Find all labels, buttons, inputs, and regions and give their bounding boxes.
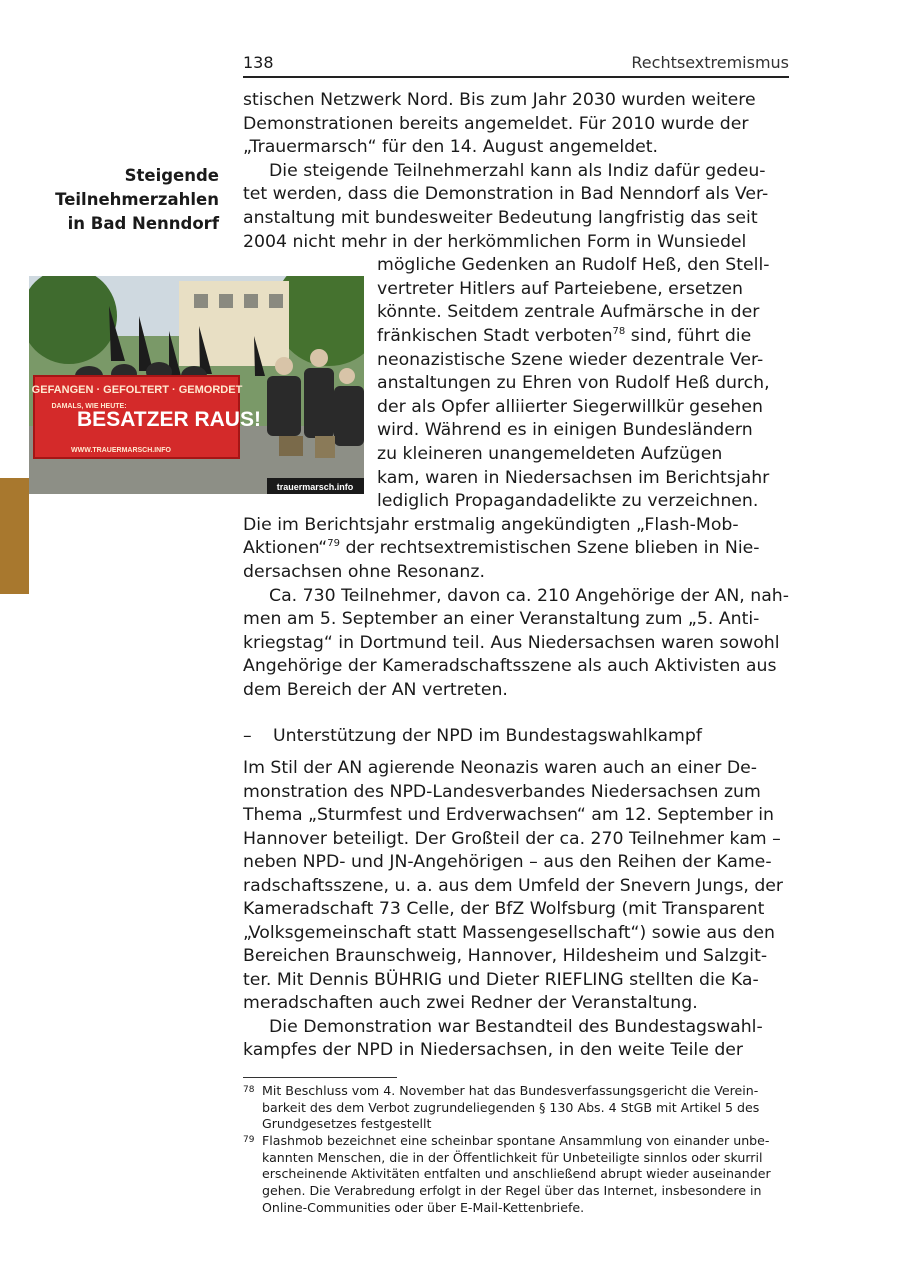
footnote-line: Mit Beschluss vom 4. November hat das Bundesverfassungsgericht die Verein- <box>262 1083 759 1098</box>
text-line: meradschaften auch zwei Redner der Veranstaltung. <box>243 993 698 1013</box>
footnote-ref: 78 <box>612 326 626 338</box>
footnote-line: Flashmob bezeichnet eine scheinbar spontane Ansammlung von einander unbe- <box>262 1133 770 1148</box>
footnote-line: barkeit des dem Verbot zugrundeliegenden § 130 Abs. 4 StGB mit Artikel 5 des <box>262 1099 760 1115</box>
photo-illustration <box>29 276 364 494</box>
banner-line3: BESATZER RAUS! <box>77 408 261 431</box>
text-line: anstaltungen zu Ehren von Rudolf Heß durch, <box>377 373 770 394</box>
text-line: tet werden, dass die Demonstration in Bad Nenndorf als Ver- <box>243 184 769 205</box>
text-line: 2004 nicht mehr in der herkömmlichen Form in Wunsiedel <box>243 231 747 252</box>
text-segment: fränkischen Stadt verboten <box>377 326 613 346</box>
text-line: Die steigende Teilnehmerzahl kann als Indiz dafür gedeu- <box>269 160 766 181</box>
text-line: der als Opfer alliierter Siegerwillkür gesehen <box>377 396 763 417</box>
text-line: Die im Berichtsjahr erstmalig angekündigten „Flash-Mob- <box>243 514 739 535</box>
footnote-line: Online-Communities oder über E-Mail-Kettenbriefe. <box>262 1199 585 1215</box>
text-line: Ca. 730 Teilnehmer, davon ca. 210 Angehörige der AN, nah- <box>269 585 789 606</box>
chapter-accent-tab <box>0 478 29 594</box>
margin-note-line: Steigende <box>124 166 219 185</box>
section-dash: – <box>243 726 252 746</box>
text-line: men am 5. September an einer Veranstaltung zum „5. Anti- <box>243 609 760 630</box>
text-line: Angehörige der Kameradschaftsszene als auch Aktivisten aus <box>243 656 777 677</box>
page-header <box>243 52 789 78</box>
footnote-ref: 79 <box>327 538 340 550</box>
footnote-line: gehen. Die Verabredung erfolgt in der Regel über das Internet, insbesondere in <box>262 1183 762 1199</box>
text-line: stischen Netzwerk Nord. Bis zum Jahr 2030 wurden weitere <box>243 90 756 110</box>
footnote-number: 79 <box>243 1135 255 1145</box>
text-line: kampfes der NPD in Niedersachsen, in den weite Teile der <box>243 1040 744 1060</box>
footnote-line: erscheinende Aktivitäten entfalten und anschließend abrupt wieder auseinander <box>262 1166 771 1182</box>
text-segment: sind, führt die <box>625 326 752 346</box>
running-title: Rechtsextremismus <box>631 53 789 72</box>
text-line: dersachsen ohne Resonanz. <box>243 562 485 582</box>
demonstration-photo <box>29 276 364 494</box>
text-line: dem Bereich der AN vertreten. <box>243 680 508 700</box>
text-line: Hannover beteiligt. Der Großteil der ca. 270 Teilnehmer kam – <box>243 828 781 849</box>
text-segment: der rechtsextremistischen Szene blieben in Nie- <box>339 538 760 559</box>
section-heading-text: Unterstützung der NPD im Bundestagswahlkampf <box>273 726 702 746</box>
margin-note-line: Teilnehmerzahlen <box>55 190 219 209</box>
text-line: Bereichen Braunschweig, Hannover, Hildesheim und Salzgit- <box>243 946 768 966</box>
text-line: kriegstag“ in Dortmund teil. Aus Niedersachsen waren sowohl <box>243 632 780 653</box>
text-line: zu kleineren unangemeldeten Aufzügen <box>377 444 723 464</box>
text-line: „Volksgemeinschaft statt Massengesellschaft“) sowie aus den <box>243 922 775 943</box>
text-segment: Aktionen“ <box>243 538 328 559</box>
section-heading <box>243 725 702 749</box>
text-line: lediglich Propagandadelikte zu verzeichnen. <box>377 491 759 512</box>
text-line: ter. Mit Dennis BÜHRIG und Dieter RIEFLING stellten die Ka- <box>243 969 759 990</box>
banner-line1: GEFANGEN · GEFOLTERT · GEMORDET <box>31 384 243 396</box>
text-line: „Trauermarsch“ für den 14. August angemeldet. <box>243 137 659 158</box>
text-line: kam, waren in Niedersachsen im Berichtsjahr <box>377 467 770 488</box>
text-line: Demonstrationen bereits angemeldet. Für 2010 wurde der <box>243 113 749 134</box>
text-line: Im Stil der AN agierende Neonazis waren auch an einer De- <box>243 758 757 778</box>
text-line: vertreter Hitlers auf Parteiebene, ersetzen <box>377 278 743 299</box>
text-line: neben NPD- und JN-Angehörigen – aus den Reihen der Kame- <box>243 852 772 872</box>
text-line <box>243 537 789 561</box>
text-line: Die Demonstration war Bestandteil des Bundestagswahl- <box>269 1016 763 1037</box>
text-line: Kameradschaft 73 Celle, der BfZ Wolfsburg (mit Transparent <box>243 899 765 919</box>
text-line <box>377 325 789 349</box>
text-line: monstration des NPD-Landesverbandes Niedersachsen zum <box>243 781 761 802</box>
margin-note <box>30 164 219 236</box>
footnote-rule <box>243 1077 397 1078</box>
page-number: 138 <box>243 53 274 72</box>
text-line: mögliche Gedenken an Rudolf Heß, den Stell- <box>377 255 770 276</box>
banner-line2: DAMALS, WIE HEUTE: <box>51 403 127 410</box>
margin-note-line: in Bad Nenndorf <box>67 214 219 233</box>
text-line: anstaltung mit bundesweiter Bedeutung langfristig das seit <box>243 208 758 228</box>
footnote-line: Grundgesetzes festgestellt <box>262 1116 432 1132</box>
text-line: Thema „Sturmfest und Erdverwachsen“ am 12. September in <box>243 805 774 825</box>
banner-url: WWW.TRAUERMARSCH.INFO <box>71 447 171 454</box>
text-line: wird. Während es in einigen Bundesländern <box>377 420 753 441</box>
footnote-number: 78 <box>243 1085 255 1095</box>
footnote-line: kannten Menschen, die in der Öffentlichkeit für Unbeteiligte sinnlos oder skurril <box>262 1149 763 1165</box>
text-line: neonazistische Szene wieder dezentrale Ver- <box>377 349 764 370</box>
text-line: könnte. Seitdem zentrale Aufmärsche in der <box>377 302 760 323</box>
text-line: radschaftsszene, u. a. aus dem Umfeld der Snevern Jungs, der <box>243 875 784 896</box>
photo-watermark: trauermarsch.info <box>276 482 354 492</box>
